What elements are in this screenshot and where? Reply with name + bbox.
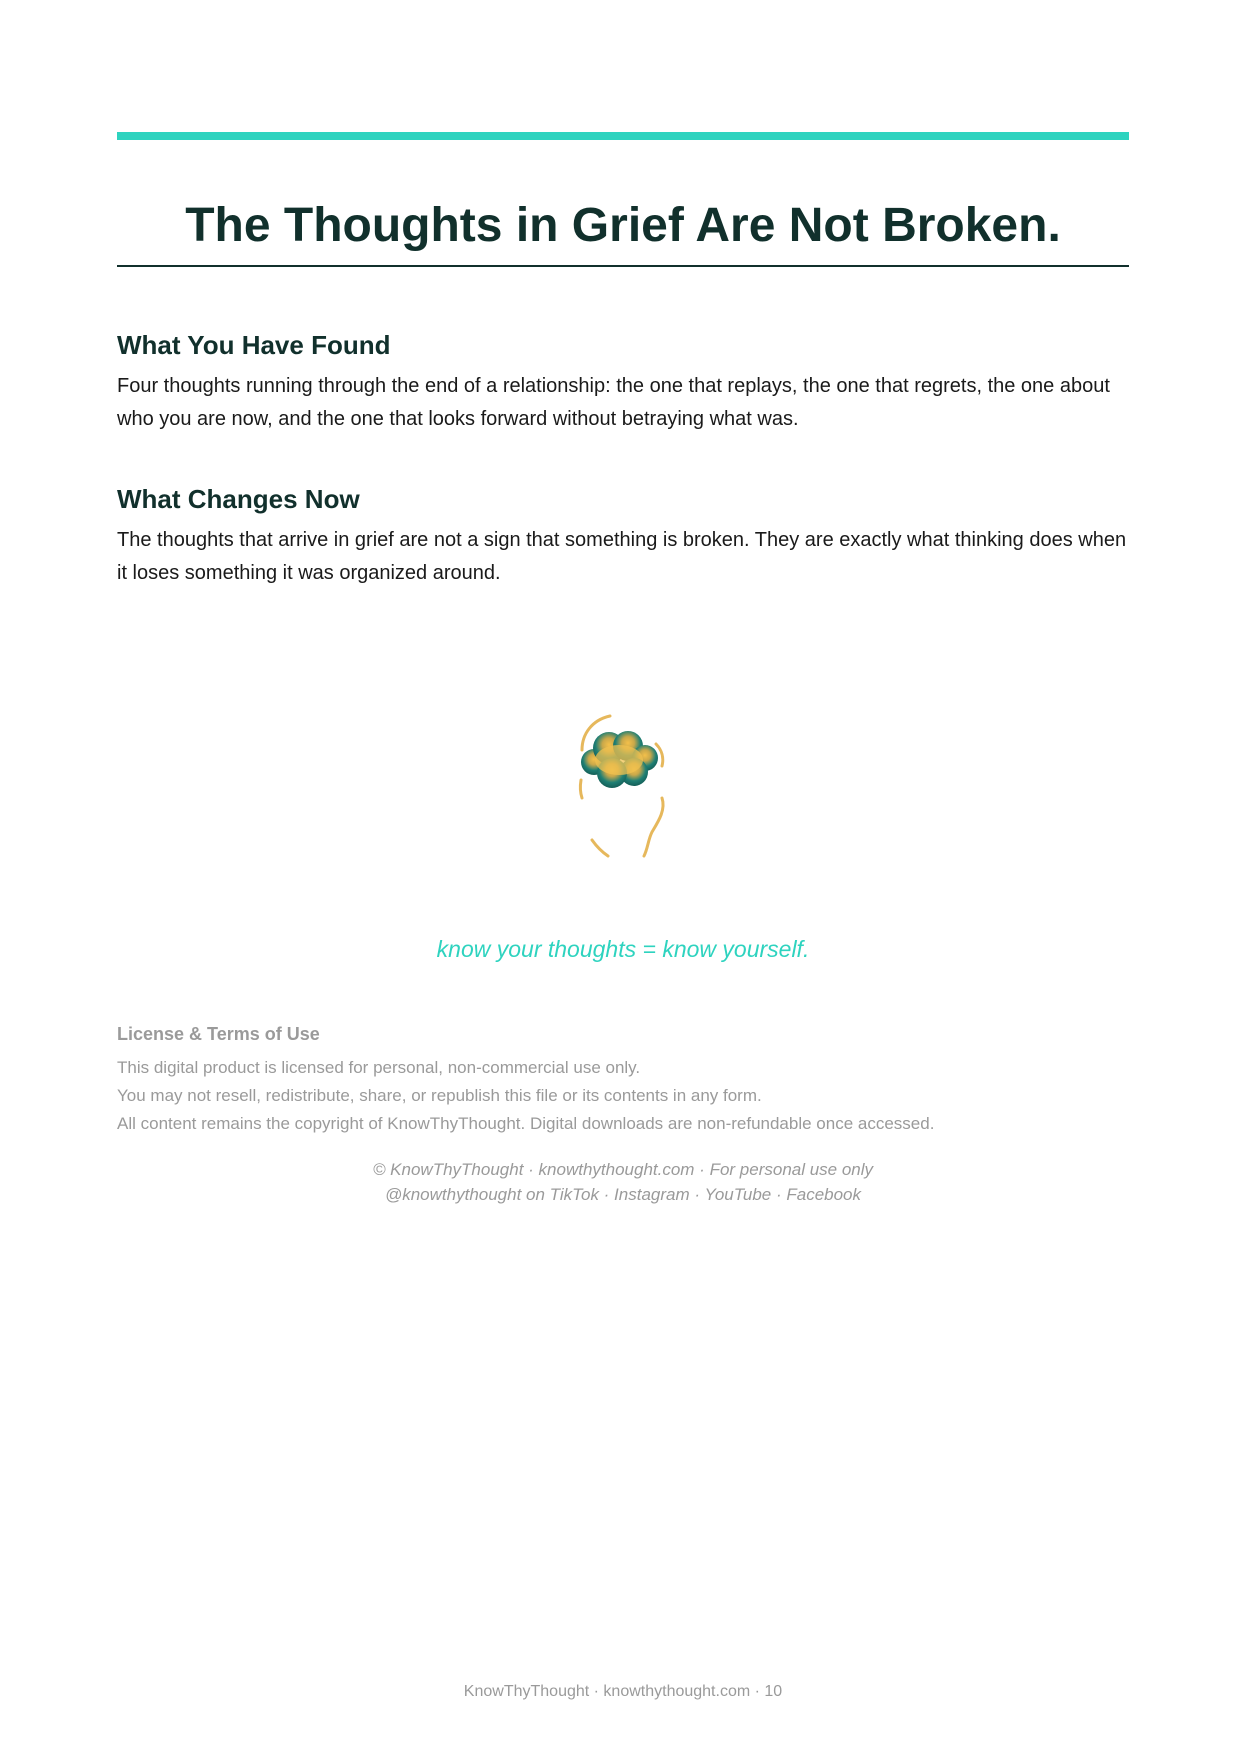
title-divider — [117, 265, 1129, 267]
page-title: The Thoughts in Grief Are Not Broken. — [185, 199, 1061, 252]
section-body: Four thoughts running through the end of a relationship: the one that replays, the one that regrets, the one about who you are now, and the one that looks forward without betraying what was. — [117, 375, 1110, 430]
license-block — [117, 1024, 1129, 1138]
section-heading: What You Have Found — [117, 330, 391, 360]
tagline: know your thoughts = know yourself. — [436, 936, 810, 962]
section-body: The thoughts that arrive in grief are not a sign that something is broken. They are exactly what thinking does when it loses something it was organized around. — [117, 529, 1127, 584]
copyright-line: © KnowThyThought · knowthythought.com · For personal use only — [372, 1160, 874, 1179]
license-heading: License & Terms of Use — [117, 1024, 320, 1044]
top-accent-rule — [117, 132, 1129, 140]
page-footer: KnowThyThought · knowthythought.com · 10 — [463, 1683, 783, 1700]
section-heading: What Changes Now — [117, 484, 360, 514]
social-handles-line: @knowthythought on TikTok · Instagram · YouTube · Facebook — [384, 1185, 862, 1204]
document-page — [117, 0, 1129, 1754]
section-what-you-have-found — [117, 328, 1129, 436]
head-cloud-logo-icon — [562, 710, 682, 880]
license-line: You may not resell, redistribute, share, or republish this file or its contents in any form. — [117, 1086, 762, 1105]
credits-block — [117, 1157, 1129, 1207]
license-line: This digital product is licensed for personal, non-commercial use only. — [117, 1058, 641, 1077]
section-what-changes-now — [117, 482, 1129, 590]
license-line: All content remains the copyright of KnowThyThought. Digital downloads are non-refundable once accessed. — [117, 1114, 935, 1133]
